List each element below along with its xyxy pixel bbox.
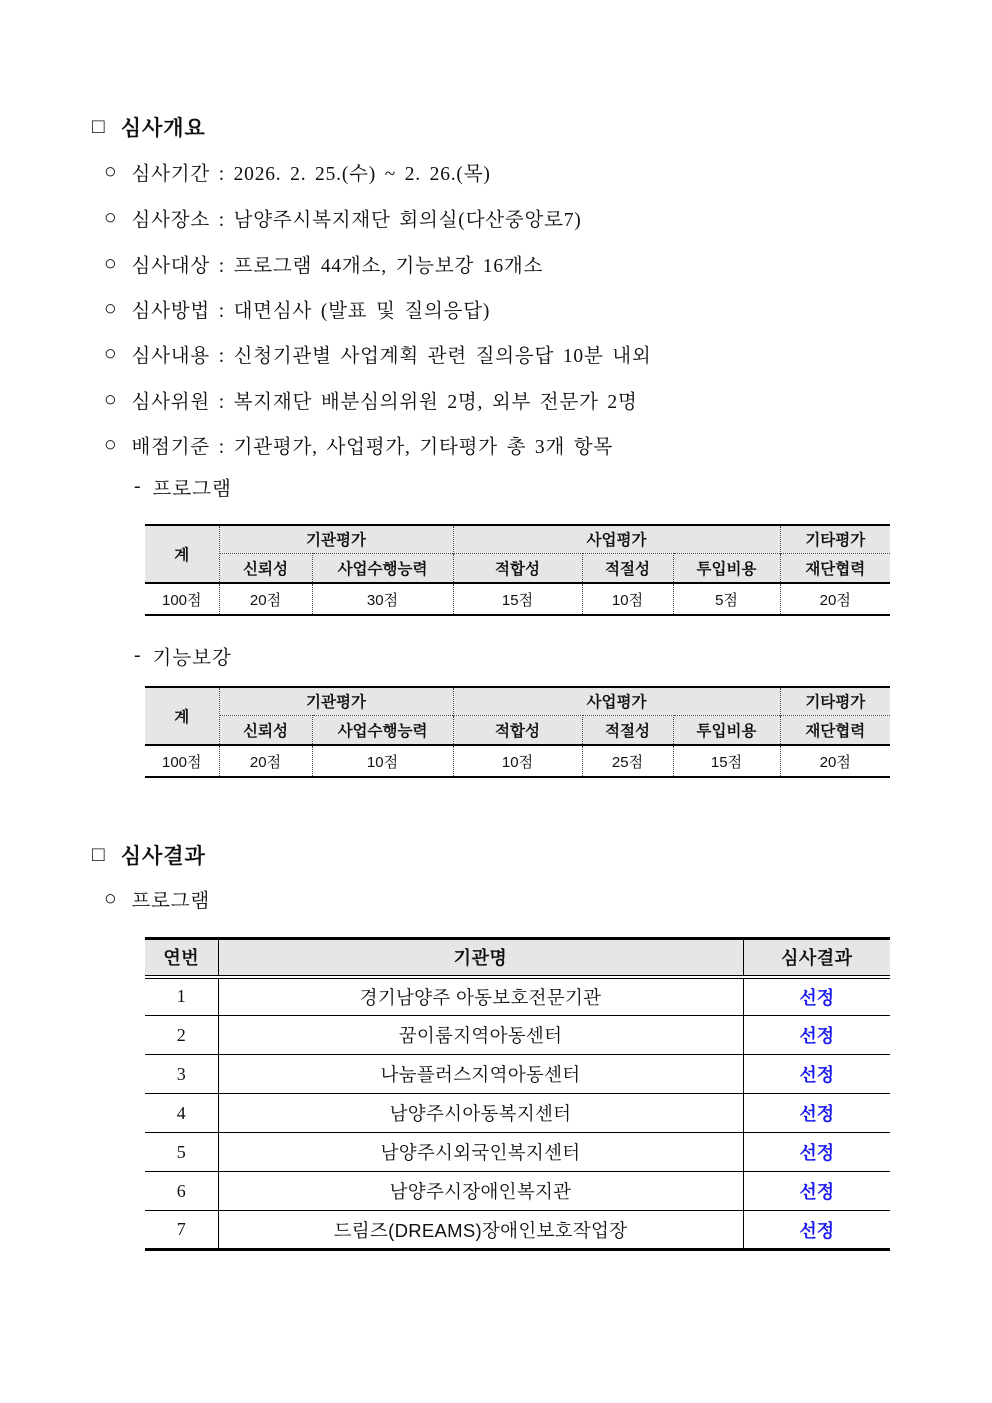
list-item-text: 배점기준 : 기관평가, 사업평가, 기타평가 총 3개 항목 bbox=[131, 437, 614, 458]
score-cell: 15점 bbox=[673, 745, 780, 777]
circle-bullet-icon: ○ bbox=[104, 204, 118, 229]
score-cell: 5점 bbox=[673, 583, 780, 615]
header-review-result: 심사결과 bbox=[743, 939, 890, 977]
result-cell: 선정 bbox=[743, 1133, 890, 1172]
list-item-scoring-criteria bbox=[104, 431, 613, 459]
institution-name-cell: 남양주시아동복지센터 bbox=[218, 1094, 743, 1133]
table-row bbox=[145, 715, 890, 745]
table-row bbox=[145, 977, 890, 1016]
table-row bbox=[145, 745, 890, 777]
upgrade-score-table bbox=[145, 686, 890, 778]
list-item-review-period bbox=[104, 158, 491, 186]
list-item-review-place bbox=[104, 204, 582, 232]
dash-bullet-icon: - bbox=[134, 645, 142, 666]
header-institution-eval: 기관평가 bbox=[219, 687, 453, 715]
subheading-text: 프로그램 bbox=[131, 891, 211, 912]
result-cell: 선정 bbox=[743, 1094, 890, 1133]
score-cell: 10점 bbox=[582, 583, 673, 615]
list-item-review-committee bbox=[104, 386, 638, 414]
header-project-eval: 사업평가 bbox=[453, 687, 780, 715]
list-item-text: 심사기간 : 2026. 2. 25.(수) ~ 2. 26.(목) bbox=[131, 164, 491, 185]
circle-bullet-icon: ○ bbox=[104, 340, 118, 365]
score-cell: 20점 bbox=[780, 583, 890, 615]
subheading-program bbox=[134, 473, 232, 501]
section-title-results bbox=[92, 840, 206, 870]
table-row bbox=[145, 583, 890, 615]
institution-name-cell: 경기남양주 아동보호전문기관 bbox=[218, 977, 743, 1016]
header-adequacy: 적절성 bbox=[582, 715, 673, 745]
header-project-eval: 사업평가 bbox=[453, 525, 780, 553]
list-item-text: 심사위원 : 복지재단 배분심의위원 2명, 외부 전문가 2명 bbox=[131, 392, 638, 413]
table-row bbox=[145, 1211, 890, 1250]
list-item-review-method bbox=[104, 295, 490, 323]
header-serial-no: 연번 bbox=[145, 939, 218, 977]
score-cell: 20점 bbox=[780, 745, 890, 777]
header-institution-eval: 기관평가 bbox=[219, 525, 453, 553]
dash-bullet-icon: - bbox=[134, 476, 142, 497]
circle-bullet-icon: ○ bbox=[104, 158, 118, 183]
section-title-overview bbox=[92, 112, 206, 142]
list-item-review-content bbox=[104, 340, 652, 368]
table-row bbox=[145, 1094, 890, 1133]
institution-name-cell: 드림즈(DREAMS)장애인보호작업장 bbox=[218, 1211, 743, 1250]
table-header-row bbox=[145, 939, 890, 977]
score-cell: 100점 bbox=[145, 583, 219, 615]
list-item-review-target bbox=[104, 250, 543, 278]
circle-bullet-icon: ○ bbox=[104, 295, 118, 320]
result-cell: 선정 bbox=[743, 1172, 890, 1211]
score-cell: 100점 bbox=[145, 745, 219, 777]
score-cell: 20점 bbox=[219, 745, 312, 777]
score-cell: 25점 bbox=[582, 745, 673, 777]
header-suitability: 적합성 bbox=[453, 553, 582, 583]
serial-no-cell: 5 bbox=[145, 1133, 218, 1172]
list-item-text: 심사내용 : 신청기관별 사업계획 관련 질의응답 10분 내외 bbox=[131, 346, 652, 367]
score-cell: 10점 bbox=[453, 745, 582, 777]
table-row bbox=[145, 525, 890, 553]
header-foundation-coop: 재단협력 bbox=[780, 553, 890, 583]
serial-no-cell: 1 bbox=[145, 977, 218, 1016]
results-table bbox=[145, 937, 890, 1251]
subheading-text: 프로그램 bbox=[152, 479, 232, 500]
score-cell: 20점 bbox=[219, 583, 312, 615]
table-row bbox=[145, 1133, 890, 1172]
header-input-cost: 투입비용 bbox=[673, 553, 780, 583]
circle-bullet-icon: ○ bbox=[104, 386, 118, 411]
header-reliability: 신뢰성 bbox=[219, 715, 312, 745]
institution-name-cell: 나눔플러스지역아동센터 bbox=[218, 1055, 743, 1094]
serial-no-cell: 3 bbox=[145, 1055, 218, 1094]
serial-no-cell: 4 bbox=[145, 1094, 218, 1133]
header-foundation-coop: 재단협력 bbox=[780, 715, 890, 745]
serial-no-cell: 6 bbox=[145, 1172, 218, 1211]
subheading-text: 기능보강 bbox=[152, 648, 232, 669]
section-title-text: 심사개요 bbox=[120, 116, 206, 140]
section-title-text: 심사결과 bbox=[120, 844, 206, 868]
header-other-eval: 기타평가 bbox=[780, 525, 890, 553]
score-cell: 15점 bbox=[453, 583, 582, 615]
table-row bbox=[145, 1172, 890, 1211]
table-row bbox=[145, 553, 890, 583]
result-cell: 선정 bbox=[743, 977, 890, 1016]
header-capability: 사업수행능력 bbox=[312, 715, 453, 745]
circle-bullet-icon: ○ bbox=[104, 885, 118, 910]
score-cell: 30점 bbox=[312, 583, 453, 615]
circle-bullet-icon: ○ bbox=[104, 431, 118, 456]
table-row bbox=[145, 1016, 890, 1055]
table-row bbox=[145, 687, 890, 715]
header-suitability: 적합성 bbox=[453, 715, 582, 745]
institution-name-cell: 남양주시장애인복지관 bbox=[218, 1172, 743, 1211]
serial-no-cell: 7 bbox=[145, 1211, 218, 1250]
subheading-upgrade bbox=[134, 642, 232, 670]
header-capability: 사업수행능력 bbox=[312, 553, 453, 583]
table-row bbox=[145, 1055, 890, 1094]
result-cell: 선정 bbox=[743, 1016, 890, 1055]
subheading-results-program bbox=[104, 885, 210, 913]
list-item-text: 심사장소 : 남양주시복지재단 회의실(다산중앙로7) bbox=[131, 210, 582, 231]
header-adequacy: 적절성 bbox=[582, 553, 673, 583]
header-reliability: 신뢰성 bbox=[219, 553, 312, 583]
result-cell: 선정 bbox=[743, 1211, 890, 1250]
header-institution-name: 기관명 bbox=[218, 939, 743, 977]
list-item-text: 심사대상 : 프로그램 44개소, 기능보강 16개소 bbox=[131, 256, 544, 277]
score-cell: 10점 bbox=[312, 745, 453, 777]
header-total: 계 bbox=[145, 525, 219, 583]
serial-no-cell: 2 bbox=[145, 1016, 218, 1055]
institution-name-cell: 남양주시외국인복지센터 bbox=[218, 1133, 743, 1172]
list-item-text: 심사방법 : 대면심사 (발표 및 질의응답) bbox=[131, 301, 491, 322]
program-score-table bbox=[145, 524, 890, 616]
header-other-eval: 기타평가 bbox=[780, 687, 890, 715]
header-input-cost: 투입비용 bbox=[673, 715, 780, 745]
square-bullet-icon: □ bbox=[92, 841, 106, 866]
square-bullet-icon: □ bbox=[92, 113, 106, 138]
institution-name-cell: 꿈이룸지역아동센터 bbox=[218, 1016, 743, 1055]
result-cell: 선정 bbox=[743, 1055, 890, 1094]
header-total: 계 bbox=[145, 687, 219, 745]
circle-bullet-icon: ○ bbox=[104, 250, 118, 275]
